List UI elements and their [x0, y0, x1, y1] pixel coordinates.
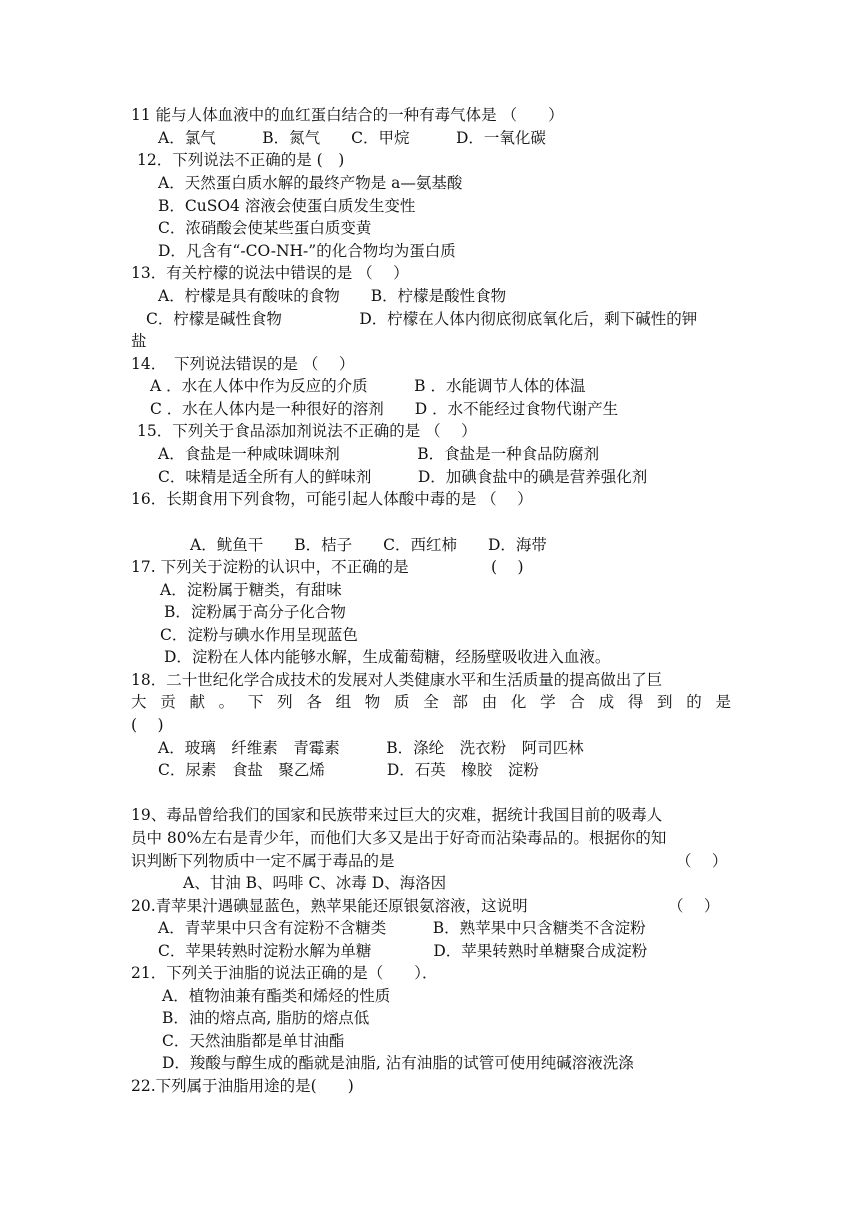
q14-options-cd: C ．水在人体内是一种很好的溶剂 D ．水不能经过食物代谢产生	[150, 400, 619, 418]
q19-stem-line3: 识判断下列物质中一定不属于毒品的是	[131, 852, 395, 870]
q13-options-ab: A．柠檬是具有酸味的食物 B．柠檬是酸性食物	[158, 287, 507, 305]
q22-stem: 22.下列属于油脂用途的是( )	[131, 1077, 354, 1095]
q18-options-cd: C．尿素 食盐 聚乙烯 D．石英 橡胶 淀粉	[158, 761, 539, 779]
q17-option-a: A．淀粉属于糖类，有甜味	[160, 581, 342, 599]
q15-options-ab: A．食盐是一种咸味调味剂 B．食盐是一种食品防腐剂	[158, 445, 600, 463]
q16-options: A．鱿鱼干 B．桔子 C．西红柿 D．海带	[190, 536, 547, 554]
q19-answer-bracket: （ ）	[676, 852, 728, 870]
q17-option-d: D．淀粉在人体内能够水解，生成葡萄糖，经肠壁吸收进入血液。	[164, 648, 611, 666]
q17-option-c: C．淀粉与碘水作用呈现蓝色	[160, 626, 358, 644]
q18-stem-line1: 18．二十世纪化学合成技术的发展对人类健康水平和生活质量的提高做出了巨	[131, 671, 663, 689]
q17-stem: 17. 下列关于淀粉的认识中，不正确的是 ( )	[131, 558, 524, 576]
q21-option-a: A．植物油兼有酯类和烯烃的性质	[162, 987, 391, 1005]
q21-option-b: B．油的熔点高, 脂肪的熔点低	[162, 1009, 370, 1027]
q20-options-ab: A．青苹果中只含有淀粉不含糖类 B．熟苹果中只含糖类不含淀粉	[158, 919, 646, 937]
q11-stem: 11 能与人体血液中的血红蛋白结合的一种有毒气体是 （ ）	[131, 106, 564, 124]
q19-options: A、甘油 B、吗啡 C、冰毒 D、海洛因	[183, 874, 447, 892]
q20-answer-bracket: （ ）	[668, 897, 720, 915]
q14-stem: 14． 下列说法错误的是 （ ）	[131, 355, 355, 373]
q15-stem: 15．下列关于食品添加剂说法不正确的是 （ ）	[137, 422, 477, 440]
q15-options-cd: C．味精是适全所有人的鲜味剂 D．加碘食盐中的碘是营养强化剂	[158, 468, 648, 486]
q20-stem: 20.青苹果汁遇碘显蓝色，熟苹果能还原银氨溶液，这说明	[131, 897, 528, 915]
q12-option-b: B．CuSO4 溶液会使蛋白质发生变性	[158, 197, 416, 215]
q16-stem: 16．长期食用下列食物，可能引起人体酸中毒的是 （ ）	[131, 490, 533, 508]
q13-options-cd: C．柠檬是碱性食物 D．柠檬在人体内彻底彻底氧化后，剩下碱性的钾	[146, 310, 698, 328]
q18-stem-line2: 大贡献。下列各组物质全部由化学合成得到的是	[131, 693, 731, 711]
q12-option-a: A．天然蛋白质水解的最终产物是 a—氨基酸	[158, 174, 463, 192]
q18-options-ab: A．玻璃 纤维素 青霉素 B．涤纶 洗衣粉 阿司匹林	[158, 739, 584, 757]
q14-options-ab: A ．水在人体中作为反应的介质 B ．水能调节人体的体温	[150, 377, 586, 395]
q13-options-cd-cont: 盐	[131, 332, 147, 350]
q21-option-c: C．天然油脂都是单甘油酯	[162, 1032, 345, 1050]
q19-stem-line2: 员中 80%左右是青少年，而他们大多又是出于好奇而沾染毒品的。根据你的知	[131, 829, 667, 847]
q20-options-cd: C．苹果转熟时淀粉水解为单糖 D．苹果转熟时单糖聚合成淀粉	[158, 942, 648, 960]
q12-option-d: D．凡含有“-CO-NH-”的化合物均为蛋白质	[158, 242, 456, 260]
q12-option-c: C．浓硝酸会使某些蛋白质变黄	[158, 219, 372, 237]
q18-stem-bracket: ( )	[131, 716, 164, 734]
q21-option-d: D．羧酸与醇生成的酯就是油脂, 沾有油脂的试管可使用纯碱溶液洗涤	[162, 1054, 634, 1072]
q17-option-b: B．淀粉属于高分子化合物	[164, 603, 346, 621]
q13-stem: 13．有关柠檬的说法中错误的是 （ ）	[131, 264, 409, 282]
q21-stem: 21．下列关于油脂的说法正确的是（ ）．	[131, 964, 438, 982]
q19-stem-line1: 19、毒品曾给我们的国家和民族带来过巨大的灾难，据统计我国目前的吸毒人	[131, 806, 663, 824]
q11-options: A．氯气 B．氮气 C．甲烷 D．一氧化碳	[158, 129, 546, 147]
q12-stem: 12．下列说法不正确的是 ( )	[137, 151, 345, 169]
